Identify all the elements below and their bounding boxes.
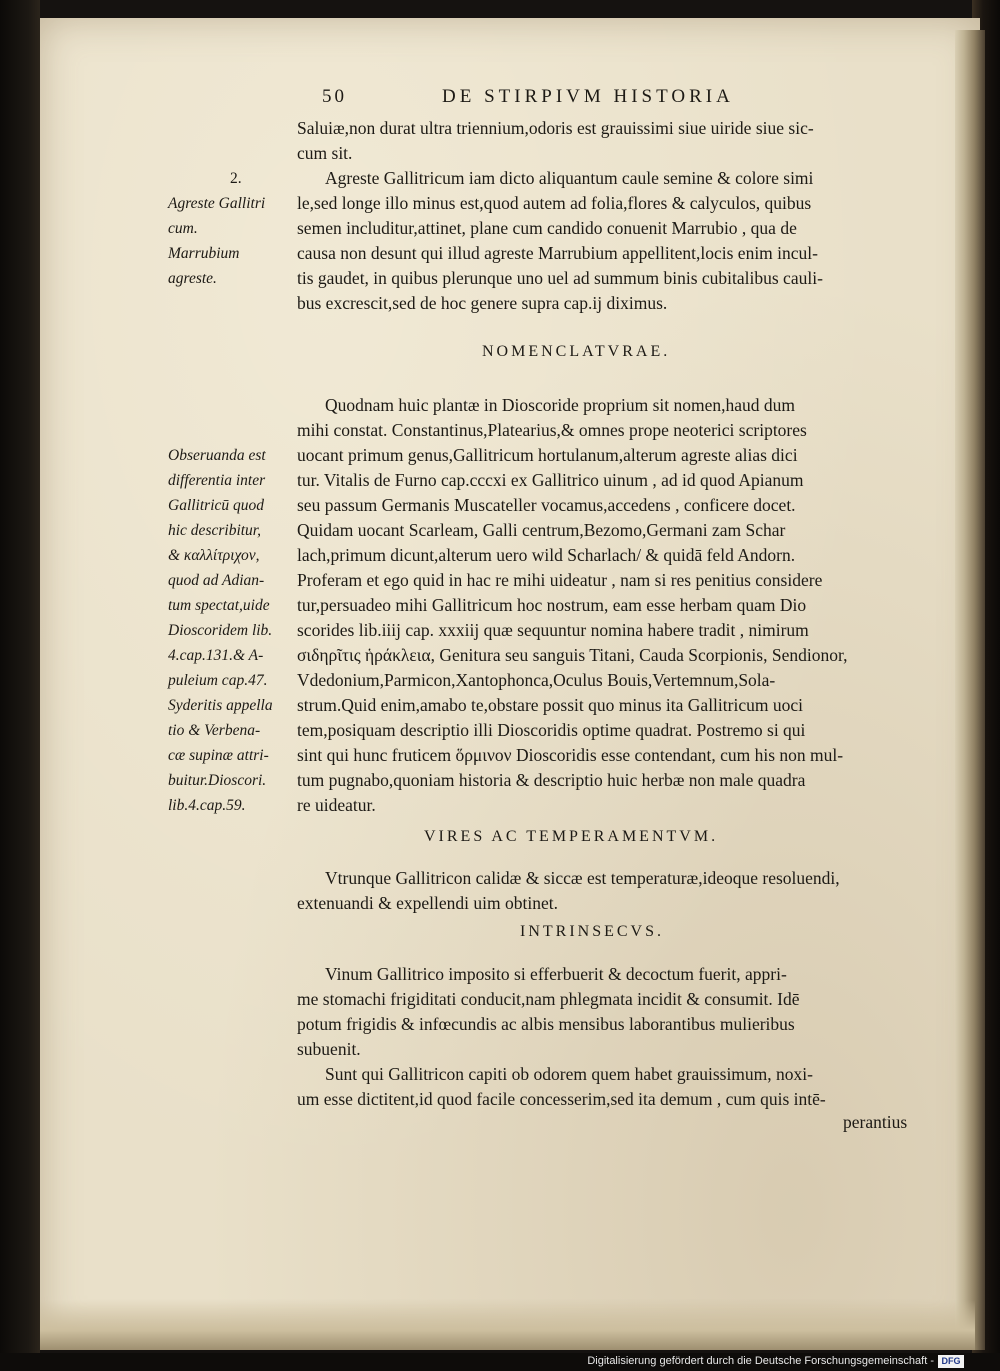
text-line: le,sed longe illo minus est,quod autem ad folia,flores & calyculos, quibus <box>297 193 812 213</box>
text-line: Vdedonium,Parmicon,Xantophonca,Oculus Bouis,Vertemnum,Sola- <box>297 670 776 690</box>
paragraph-block-2 <box>297 393 957 818</box>
text-line: Sunt qui Gallitricon capiti ob odorem quem habet grauissimum, noxi- <box>325 1064 813 1084</box>
text-line: Saluiæ,non durat ultra triennium,odoris est grauissimi siue uiride siue sic- <box>297 118 814 138</box>
text-line: re uideatur. <box>297 795 376 815</box>
margin-line: Marrubium <box>168 245 240 262</box>
catchword: perantius <box>843 1112 908 1132</box>
text-line: lach,primum dicunt,alterum uero wild Scharlach/ & quidā feld Andorn. <box>297 545 796 565</box>
text-line: scorides lib.iiij cap. xxxiij quæ sequuntur nomina habere tradit , nimirum <box>297 620 809 640</box>
text-line: seu passum Germanis Muscateller vocamus,accedens , conficere docet. <box>297 495 796 515</box>
text-line: tur. Vitalis de Furno cap.cccxi ex Gallitrico uinum , ad id quod Apianum <box>297 470 804 490</box>
text-line: Quodnam huic plantæ in Dioscoride proprium sit nomen,haud dum <box>325 395 796 415</box>
text-line: causa non desunt qui illud agreste Marrubium appellitent,locis enim incul- <box>297 243 818 263</box>
dfg-logo-icon: DFG <box>938 1355 964 1368</box>
margin-line: agreste. <box>168 270 217 287</box>
margin-note-1 <box>168 166 296 291</box>
text-line: tis gaudet, in quibus plerunque uno uel ad summum binis cubitalibus cauli- <box>297 268 823 288</box>
section-heading-vires: VIRES AC TEMPERAMENTVM. <box>424 828 719 845</box>
margin-line: tum spectat,uide <box>168 597 270 614</box>
text-line: Proferam et ego quid in hac re mihi uideatur , nam si res penitius considere <box>297 570 823 590</box>
text-line: strum.Quid enim,amabo te,obstare possit quo minus ita Gallitricum uoci <box>297 695 803 715</box>
text-line: mihi constat. Constantinus,Platearius,& omnes prope neoterici scriptores <box>297 420 807 440</box>
scan-background-left <box>0 0 40 1371</box>
running-header <box>322 86 822 116</box>
margin-line: puleium cap.47. <box>168 672 268 689</box>
margin-line: buitur.Dioscori. <box>168 772 267 789</box>
text-line: um esse dictitent,id quod facile concesserim,sed ita demum , cum quis intē- <box>297 1089 826 1109</box>
text-line: tur,persuadeo mihi Gallitricum hoc nostrum, eam esse herbam quam Dio <box>297 595 807 615</box>
margin-line: & καλλίτριχον, <box>168 547 260 564</box>
paragraph-block-1 <box>297 116 957 316</box>
text-line: tum pugnabo,quoniam historia & descriptio huic herbæ non male quadra <box>297 770 806 790</box>
running-title: DE STIRPIVM HISTORIA <box>442 86 734 107</box>
margin-line: cæ supinæ attri- <box>168 747 269 764</box>
text-line: bus excrescit,sed de hoc genere supra cap.ij diximus. <box>297 293 668 313</box>
page-stack-edge <box>955 30 985 1350</box>
footer-credit: Digitalisierung gefördert durch die Deutsche Forschungsgemeinschaft - <box>587 1355 934 1367</box>
margin-line: lib.4.cap.59. <box>168 797 246 814</box>
margin-line: Obseruanda est <box>168 447 266 464</box>
text-line: Vinum Gallitrico imposito si efferbuerit & decoctum fuerit, appri- <box>325 964 787 984</box>
margin-line: differentia inter <box>168 472 266 489</box>
text-line: Vtrunque Gallitricon calidæ & siccæ est temperaturæ,ideoque resoluendi, <box>325 868 840 888</box>
text-line: sint qui hunc fruticem ὅρμινον Dioscoridis esse contendant, cum his non mul- <box>297 745 844 765</box>
page-number: 50 <box>322 86 347 107</box>
margin-line: Dioscoridem lib. <box>168 622 273 639</box>
text-line: Agreste Gallitricum iam dicto aliquantum caule semine & colore simi <box>325 168 814 188</box>
text-line: cum sit. <box>297 143 353 163</box>
margin-line: tio & Verbena- <box>168 722 261 739</box>
margin-number: 2. <box>230 170 242 187</box>
section-heading-intrinsecus: INTRINSECVS. <box>520 923 665 940</box>
paragraph-block-4 <box>297 962 957 1112</box>
text-line: me stomachi frigiditati conducit,nam phlegmata incidit & consumit. Idē <box>297 989 800 1009</box>
paragraph-block-3 <box>297 866 957 916</box>
margin-line: hic describitur, <box>168 522 261 539</box>
text-line: uocant primum genus,Gallitricum hortulanum,alterum agreste alias dici <box>297 445 798 465</box>
text-line: potum frigidis & infœcundis ac albis mensibus laborantibus mulieribus <box>297 1014 795 1034</box>
text-line: σιδηρῖτις ἡράκλεια, Genitura seu sanguis Titani, Cauda Scorpionis, Sendionor, <box>297 645 848 665</box>
section-heading-nomenclaturae: NOMENCLATVRAE. <box>482 343 671 360</box>
text-line: semen includitur,attinet, plane cum candido conuenit Marrubio , qua de <box>297 218 797 238</box>
page-bottom-shadow <box>40 1300 975 1350</box>
margin-line: quod ad Adian- <box>168 572 265 589</box>
margin-note-2 <box>168 443 296 818</box>
text-line: subuenit. <box>297 1039 361 1059</box>
margin-line: 4.cap.131.& A- <box>168 647 264 664</box>
margin-line: Agreste Gallitri <box>168 195 266 212</box>
margin-line: Syderitis appella <box>168 697 273 714</box>
margin-line: cum. <box>168 220 198 237</box>
text-line: tem,posiquam descriptio illi Dioscoridis optime quadrat. Postremo si qui <box>297 720 806 740</box>
text-line: Quidam uocant Scarleam, Galli centrum,Bezomo,Germani zam Schar <box>297 520 786 540</box>
text-line: extenuandi & expellendi uim obtinet. <box>297 893 558 913</box>
margin-line: Gallitricū quod <box>168 497 265 514</box>
